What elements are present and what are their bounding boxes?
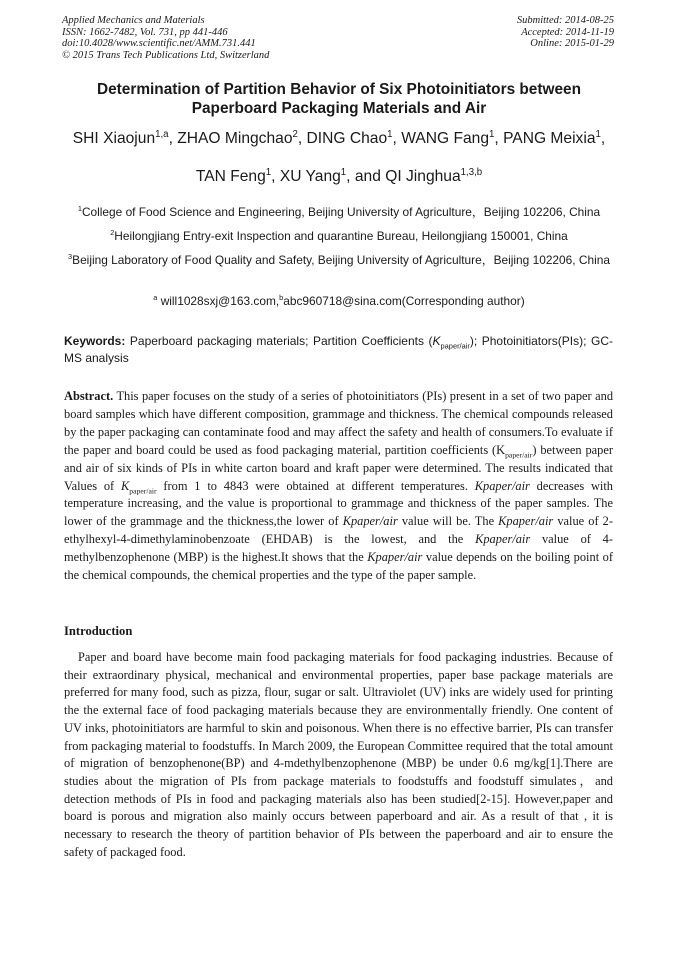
abstract-k: K [121,478,130,493]
abstract [64,388,613,585]
email-sup: b [279,293,284,303]
author-name: WANG Fang [401,130,490,147]
keywords-text: ); Photoinitiators(PIs); GC-MS analysis [64,334,613,365]
author-sup: 1 [489,128,495,140]
journal-header-left [62,15,269,61]
affiliation-3 [56,252,622,269]
affiliation-text: Beijing Laboratory of Food Quality and Safety, Beijing University of Agriculture，Beijing 102206, China [72,253,610,267]
author-and: and [354,168,381,185]
affiliation-sup: 1 [77,204,82,214]
keyword-k: K [432,334,441,348]
affiliation-2 [56,228,622,245]
keywords-label: Keywords: [64,334,126,348]
abstract-sub: paper/air [505,450,533,460]
abstract-label: Abstract. [64,389,114,403]
abstract-k: Kpaper/air [475,532,531,547]
author-line-2: TAN Feng$^1$, XU Yang$^1$, and QI Jinghua$^{1,3,b}$ [195,166,483,185]
abstract-text: value of 2-ethylhexyl-4-dimethylaminobenzoate (EHDAB) is the lowest, and the [64,514,613,547]
abstract-text: value will be. The [397,514,499,529]
author-name: SHI Xiaojun [72,130,156,147]
affiliation-1 [56,204,622,221]
journal-header-right [517,15,614,50]
keywords-text: Paperboard packaging materials; Partition Coefficients ( [129,334,433,348]
copyright-line: © 2015 Trans Tech Publications Ltd, Switzerland [62,49,270,61]
author-name: QI Jinghua [385,168,461,185]
abstract-text: value of 4-methylbenzophenone (MBP) is the highest.It shows that the [64,532,613,565]
author-sup: 1,a [155,128,169,140]
author-sup: 1 [340,166,347,178]
abstract-text: value depends on the boiling point of the chemical compounds, the chemical properties and the type of the paper sample. [64,550,613,583]
author-sup: 1 [387,128,393,140]
abstract-text: ) between paper and air of six kinds of PIs in white carton board and kraft paper were determined. The results indicated that Values of [64,442,613,493]
abstract-k: Kpaper/air [342,514,398,529]
journal-name: Applied Mechanics and Materials [62,15,205,26]
section-heading-introduction: Introduction [64,624,133,638]
author-sup: 1 [265,166,272,178]
email-sup: a [153,293,158,303]
abstract-text: This paper focuses on the study of a series of photoinitiators (PIs) present in a set of two paper and board samples which have different composition, grammage and thickness. The chemical compounds released by the paper packaging can contaminate food and may affect the safety and health of consumers.To evaluate if the paper and board could be used as food packaging material, partition coefficients (K [64,389,614,457]
abstract-sub: paper/air [129,486,157,495]
author-name: TAN Feng [195,168,266,185]
issn-line: ISSN: 1662-7482, Vol. 731, pp 441-446 [62,26,228,38]
affiliation-sup: 2 [110,228,115,238]
author-name: XU Yang [279,168,341,185]
affiliation-text: College of Food Science and Engineering, Beijing University of Agriculture，Beijing 102206, China [81,205,601,219]
author-name: DING Chao [306,130,388,147]
author-name: PANG Meixia [503,130,596,147]
keywords-block [64,333,613,367]
abstract-k: Kpaper/air [367,550,423,565]
author-emails [60,294,618,308]
affiliation-sup: 3 [68,252,73,262]
author-name: ZHAO Mingchao [177,130,293,147]
paper-title: Determination of Partition Behavior of Six Photoinitiators between Paperboard Packaging Materials and Air [96,81,581,117]
affiliation-text: Heilongjiang Entry-exit Inspection and quarantine Bureau, Heilongjiang 150001, China [114,229,568,243]
accepted-date: Accepted: 2014-11-19 [521,26,614,38]
abstract-k: Kpaper/air [474,478,530,493]
introduction-paragraph: Paper and board have become main food packaging materials for food packaging industries. Because of their extraordinary physical, mechanical and environmental properties, paper base package materials are preferred for many food, such as pizza, flour, sugar or salt. Ultraviolet (UV) inks are widely used for printing the the external face of food packaging materials because they are environmentally friendly. One content of UV inks, photoinitiators are harmful to skin and poisonous. When there is no effective barrier, PIs can transfer from packaging material to foodstuffs. In March 2009, the European Committee required that the total amount of migration of benzophenone(BP) and 4-mdethylbenzophenone (MBP) be under 0.6 mg/kg[1].There are studies about the migration of PIs from package materials to foodstuffs and foodstuff simulates，and detection methods of PIs in food and packaging materials also has been studied[2-15]. However,paper and board is porous and migration also mainly occurs between paperboard and air. As a result of that , it is necessary to research the theory of partition behavior of PIs between the paperboard and air to ensure the safety of packaged food. [64,650,613,859]
online-date: Online: 2015-01-29 [530,38,614,49]
author-sup: 1 [595,128,601,140]
email-link[interactable]: abc960718@sina.com(Corresponding author) [283,294,525,308]
doi-line: doi:10.4028/www.scientific.net/AMM.731.441 [62,38,256,49]
submitted-date: Submitted: 2014-08-25 [516,15,614,26]
author-sup: 1,3,b [460,166,483,178]
abstract-k: Kpaper/air [498,514,554,529]
author-sup: 2 [292,128,298,140]
email-link[interactable]: will1028sxj@163.com, [160,294,280,308]
author-line-1: SHI Xiaojun$^{1,a}$, ZHAO Mingchao$^2$, DING Chao$^1$, WANG Fang$^1$, PANG Meixia$^1$, [72,128,606,147]
abstract-text: from 1 to 4843 were obtained at different temperatures. [156,478,475,493]
keyword-k-sub: paper/air [440,341,470,351]
abstract-text: decreases with temperature increasing, and the value is proportional to grammage and thickness of the paper samples. The lower of the grammage and the thickness,the lower of [64,478,613,529]
